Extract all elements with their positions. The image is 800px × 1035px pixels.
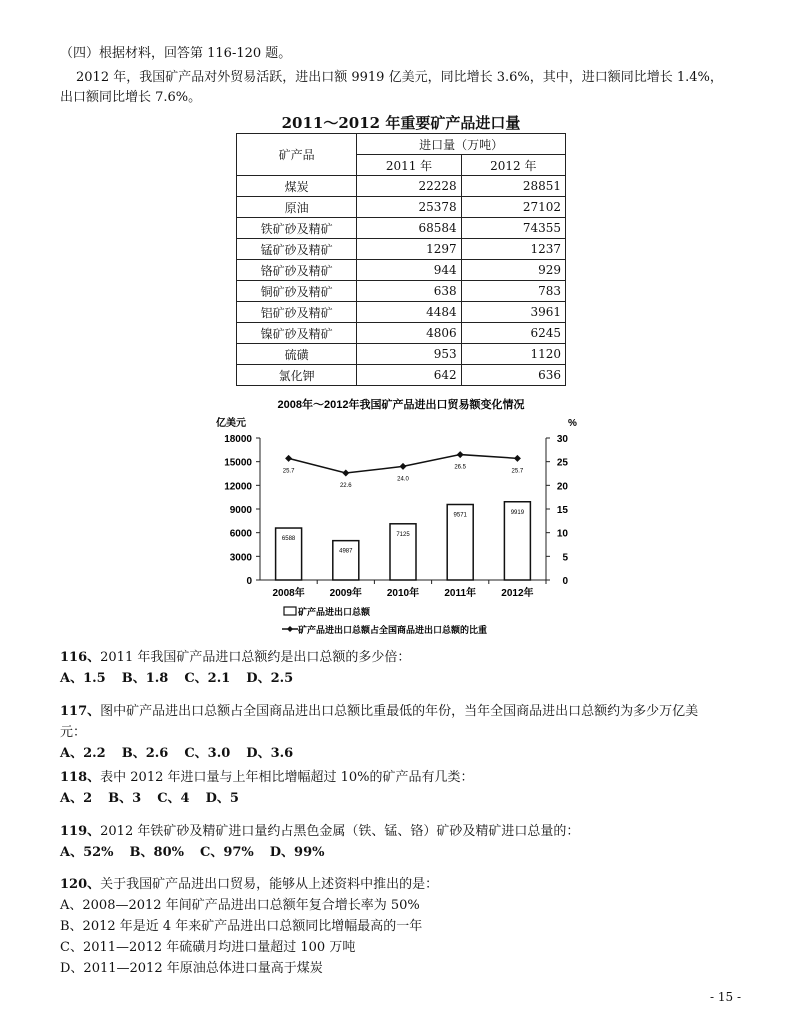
bar-value-label: 4987 — [339, 548, 353, 555]
cell-2011: 68584 — [357, 218, 461, 239]
cell-2011: 22228 — [357, 176, 461, 197]
cell-2012: 783 — [461, 281, 565, 302]
option[interactable]: D、3.6 — [246, 746, 294, 761]
cell-product: 硫磺 — [237, 344, 357, 365]
options-row — [60, 787, 255, 806]
cell-2011: 953 — [357, 344, 461, 365]
bar-value-label: 7125 — [396, 531, 410, 538]
table-row — [237, 281, 566, 302]
question-120 — [60, 873, 438, 892]
question-text: 表中 2012 年进口量与上年相比增幅超过 10%的矿产品有几类： — [100, 770, 474, 785]
question-number: 117、 — [60, 704, 101, 719]
intro-paragraph-line1: 2012 年，我国矿产品对外贸易活跃，进出口额 9919 亿美元，同比增长 3.6%，其中，进口额同比增长 1.4%， — [76, 70, 723, 85]
option[interactable]: B、80% — [129, 845, 184, 860]
y2-tick-label: 25 — [556, 457, 568, 469]
option[interactable]: C、3.0 — [184, 746, 231, 761]
question-text: 2012 年铁矿砂及精矿进口量约占黑色金属（铁、锰、铬）矿砂及精矿进口总量的： — [100, 824, 580, 839]
y-tick-label: 12000 — [224, 481, 252, 493]
bar — [333, 541, 359, 580]
y-tick-label: 0 — [246, 576, 252, 587]
cell-2012: 3961 — [461, 302, 565, 323]
option[interactable]: A、1.5 — [60, 671, 106, 686]
intro-paragraph-line2: 出口额同比增长 7.6%。 — [60, 90, 202, 105]
options-row — [60, 742, 309, 761]
option[interactable]: A、2 — [60, 791, 93, 806]
option[interactable]: A、52% — [60, 845, 114, 860]
question-number: 120、 — [60, 877, 101, 892]
option[interactable]: A、2008—2012 年间矿产品进出口总额年复合增长率为 50% — [60, 898, 420, 913]
bar-value-label: 9919 — [510, 509, 525, 516]
question-number: 116、 — [60, 650, 101, 665]
cell-2011: 4484 — [357, 302, 461, 323]
cell-2011: 4806 — [357, 323, 461, 344]
cell-2011: 642 — [357, 365, 461, 386]
table-title: 2011～2012 年重要矿产品进口量 — [281, 114, 521, 132]
question-text-cont: 元： — [60, 725, 87, 740]
option[interactable]: B、2012 年是近 4 年来矿产品进出口总额同比增幅最高的一年 — [60, 919, 423, 934]
option[interactable]: D、99% — [269, 845, 325, 860]
col-header-product: 矿产品 — [237, 134, 357, 176]
option[interactable]: D、2.5 — [246, 671, 294, 686]
table-row — [237, 344, 566, 365]
cell-2012: 1237 — [461, 239, 565, 260]
y-tick-label: 18000 — [224, 434, 252, 445]
table-row — [237, 197, 566, 218]
option[interactable]: A、2.2 — [60, 746, 106, 761]
col-header-2012: 2012 年 — [461, 155, 565, 176]
cell-2012: 1120 — [461, 344, 565, 365]
y-axis-label: 亿美元 — [216, 418, 246, 429]
question-116 — [60, 646, 410, 665]
option[interactable]: B、1.8 — [121, 671, 169, 686]
table-row — [237, 302, 566, 323]
table-row — [237, 176, 566, 197]
line-point — [457, 451, 464, 458]
y-tick-label: 9000 — [229, 505, 252, 516]
y-tick-label: 3000 — [229, 552, 252, 564]
question-117 — [60, 700, 698, 719]
col-header-group: 进口量（万吨） — [357, 134, 566, 155]
option[interactable]: C、2011—2012 年硫磺月均进口量超过 100 万吨 — [60, 940, 356, 955]
cell-product: 氯化钾 — [237, 365, 357, 386]
bar-value-label: 9571 — [453, 512, 467, 519]
x-tick-label: 2008年 — [272, 588, 305, 599]
table-row — [237, 260, 566, 281]
x-tick-label: 2010年 — [386, 588, 420, 599]
y2-axis-label: % — [568, 418, 577, 429]
question-number: 118、 — [60, 770, 101, 785]
question-text: 图中矿产品进出口总额占全国商品进出口总额比重最低的年份，当年全国商品进出口总额约为多少万亿美 — [100, 704, 699, 719]
cell-2012: 28851 — [461, 176, 565, 197]
line-value-label: 25.7 — [511, 468, 524, 475]
line-point — [400, 463, 407, 470]
question-118 — [60, 766, 474, 785]
option[interactable]: C、2.1 — [184, 671, 231, 686]
line-point — [514, 455, 521, 462]
line-value-label: 25.7 — [282, 468, 295, 475]
line-value-label: 22.6 — [339, 483, 352, 490]
y2-tick-label: 20 — [556, 481, 568, 493]
cell-product: 镍矿砂及精矿 — [237, 323, 357, 344]
legend-line-marker — [287, 626, 293, 632]
line-value-label: 24.0 — [397, 476, 409, 483]
options-row — [60, 667, 309, 686]
cell-product: 煤炭 — [237, 176, 357, 197]
cell-2012: 929 — [461, 260, 565, 281]
y2-tick-label: 5 — [562, 552, 568, 564]
cell-product: 铬矿砂及精矿 — [237, 260, 357, 281]
y2-tick-label: 15 — [556, 505, 568, 516]
x-tick-label: 2012年 — [501, 588, 534, 599]
table-row — [237, 365, 566, 386]
legend-bar-label: 矿产品进出口总额 — [298, 607, 371, 617]
x-tick-label: 2011年 — [444, 588, 477, 599]
question-number: 119、 — [60, 824, 101, 839]
cell-2012: 636 — [461, 365, 565, 386]
line-point — [342, 470, 349, 477]
section-heading: （四）根据材料，回答第 116-120 题。 — [60, 46, 292, 61]
cell-2012: 74355 — [461, 218, 565, 239]
legend-line-label: 矿产品进出口总额占全国商品进出口总额的比重 — [298, 625, 488, 635]
line-value-label: 26.5 — [454, 464, 467, 471]
option[interactable]: D、5 — [205, 791, 239, 806]
option[interactable]: B、2.6 — [121, 746, 169, 761]
cell-product: 铜矿砂及精矿 — [237, 281, 357, 302]
table-row — [237, 218, 566, 239]
cell-product: 原油 — [237, 197, 357, 218]
y2-tick-label: 0 — [562, 576, 568, 587]
y-tick-label: 15000 — [224, 457, 252, 469]
col-header-2011: 2011 年 — [357, 155, 461, 176]
trade-chart — [208, 396, 594, 646]
cell-2011: 638 — [357, 281, 461, 302]
legend-bar-swatch — [284, 607, 296, 615]
cell-2012: 27102 — [461, 197, 565, 218]
cell-2011: 25378 — [357, 197, 461, 218]
cell-product: 铝矿砂及精矿 — [237, 302, 357, 323]
option[interactable]: B、3 — [108, 791, 142, 806]
options-row — [60, 841, 340, 860]
table-row — [237, 323, 566, 344]
cell-product: 铁矿砂及精矿 — [237, 218, 357, 239]
cell-2012: 6245 — [461, 323, 565, 344]
bar-value-label: 6588 — [281, 536, 296, 543]
question-text: 关于我国矿产品进出口贸易，能够从上述资料中推出的是： — [100, 877, 439, 892]
option[interactable]: D、2011—2012 年原油总体进口量高于煤炭 — [60, 961, 323, 976]
question-text: 2011 年我国矿产品进口总额约是出口总额的多少倍： — [100, 650, 411, 665]
option[interactable]: C、97% — [199, 845, 254, 860]
import-table — [236, 133, 566, 386]
page-number: - 15 - — [710, 990, 742, 1004]
y2-tick-label: 10 — [556, 528, 568, 540]
y-tick-label: 6000 — [229, 528, 252, 540]
line-point — [285, 455, 292, 462]
option[interactable]: C、4 — [157, 791, 190, 806]
y2-tick-label: 30 — [556, 434, 568, 445]
question-119 — [60, 820, 579, 839]
x-tick-label: 2009年 — [329, 588, 362, 599]
chart-svg — [208, 396, 594, 646]
cell-2011: 944 — [357, 260, 461, 281]
table-row — [237, 239, 566, 260]
cell-product: 锰矿砂及精矿 — [237, 239, 357, 260]
cell-2011: 1297 — [357, 239, 461, 260]
chart-title: 2008年～2012年我国矿产品进出口贸易额变化情况 — [277, 399, 525, 411]
